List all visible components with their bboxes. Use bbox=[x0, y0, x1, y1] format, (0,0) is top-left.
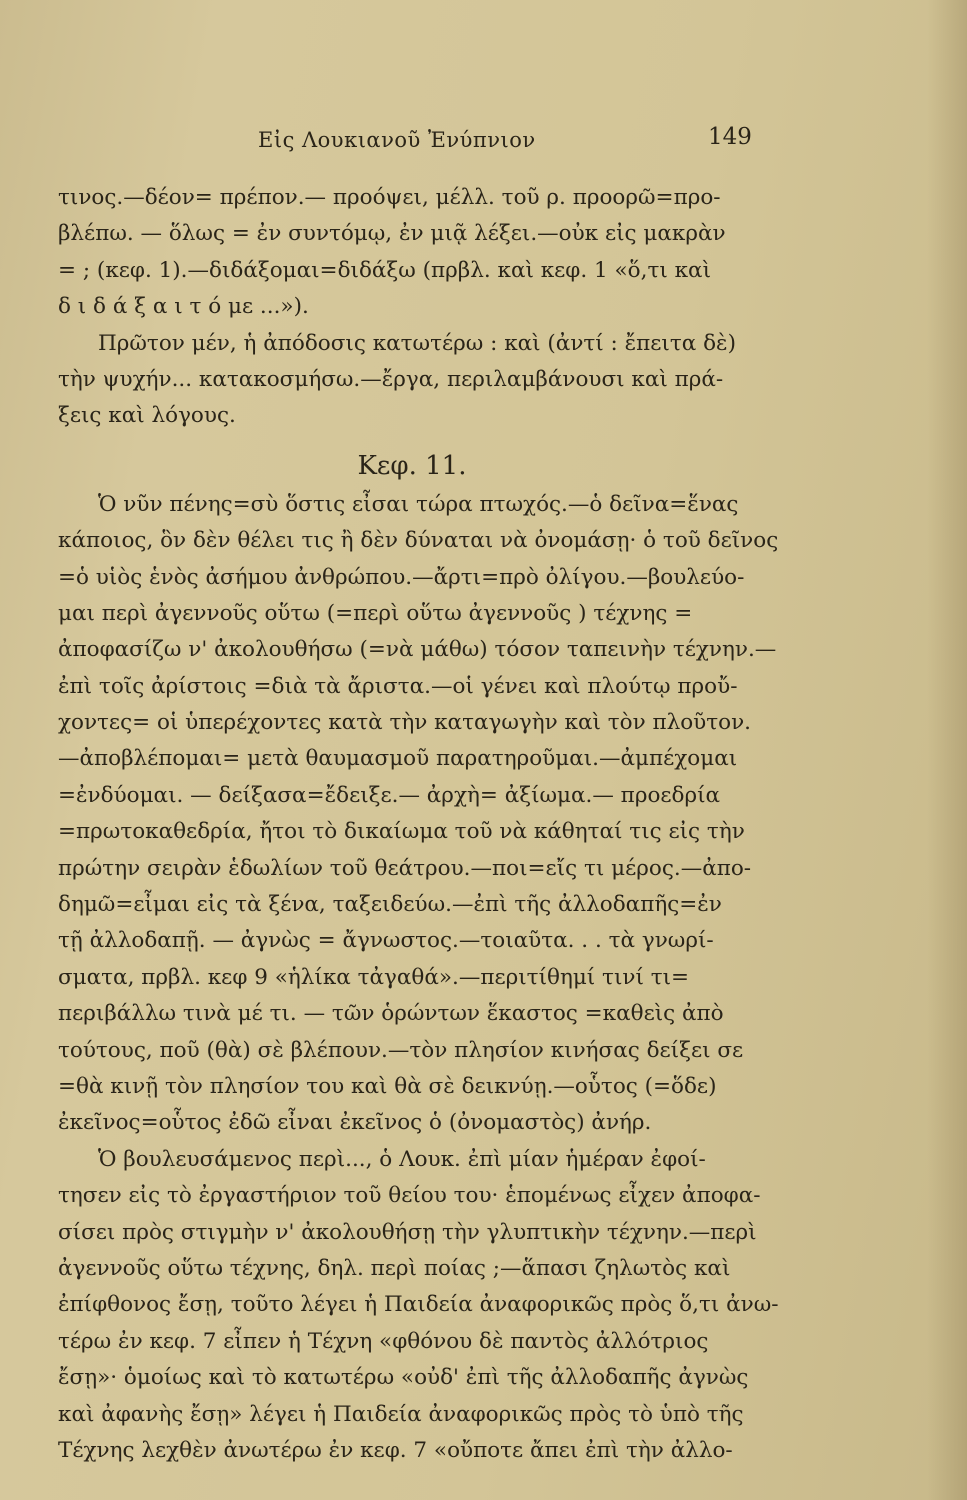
text-line: τέρω ἐν κεφ. 7 εἶπεν ἡ Τέχνη «φθόνου δὲ παντὸς ἀλλότριος bbox=[58, 1328, 709, 1354]
chapter-heading: Κεφ. 11. bbox=[357, 450, 467, 481]
text-line: ξεις καὶ λόγους. bbox=[58, 403, 236, 429]
text-line: κάποιος, ὃν δὲν θέλει τις ἢ δὲν δύναται νὰ ὀνομάσῃ· ὁ τοῦ δεῖνος bbox=[58, 528, 779, 554]
text-line: περιβάλλω τινὰ μέ τι. — τῶν ὁρώντων ἕκαστος =καθεὶς ἀπὸ bbox=[58, 1001, 724, 1027]
text-line: δημῶ=εἶμαι εἰς τὰ ξένα, ταξειδεύω.—ἐπὶ τῆς ἀλλοδαπῆς=ἐν bbox=[58, 892, 722, 918]
text-line: Τέχνης λεχθὲν ἀνωτέρω ἐν κεφ. 7 «οὔποτε ἄπει ἐπὶ τὴν ἀλλο- bbox=[58, 1437, 733, 1463]
text-line: βλέπω. — ὅλως = ἐν συντόμῳ, ἐν μιᾷ λέξει.—οὐκ εἰς μακρὰν bbox=[58, 221, 726, 247]
text-line: σματα, πρβλ. κεφ 9 «ἡλίκα τἀγαθά».—περιτίθημί τινί τι= bbox=[58, 964, 690, 990]
text-line: ἔσῃ»· ὁμοίως καὶ τὸ κατωτέρω «οὐδ' ἐπὶ τῆς ἀλλοδαπῆς ἀγνὼς bbox=[58, 1365, 749, 1391]
text-line: =ὁ υἱὸς ἑνὸς ἀσήμου ἀνθρώπου.—ἄρτι=πρὸ ὀλίγου.—βουλεύο- bbox=[58, 564, 745, 590]
page-header bbox=[0, 124, 967, 162]
paragraph-start-line: Πρῶτον μέν, ἡ ἀπόδοσις κατωτέρω : καὶ (ἀντί : ἔπειτα δὲ) bbox=[98, 330, 736, 356]
text-line: =ἐνδύομαι. — δείξασα=ἔδειξε.— ἀρχὴ= ἀξίωμα.— προεδρία bbox=[58, 782, 721, 808]
text-line: ἀγεννοῦς οὕτω τέχνης, δηλ. περὶ ποίας ;—ἅπασι ζηλωτὸς καὶ bbox=[58, 1255, 731, 1281]
text-line: πρώτην σειρὰν ἑδωλίων τοῦ θεάτρου.—ποι=εἴς τι μέρος.—ἀπο- bbox=[58, 855, 752, 881]
page-body bbox=[58, 180, 779, 1469]
page-number: 149 bbox=[708, 124, 752, 150]
running-title: Εἰς Λουκιανοῦ Ἐνύπνιον bbox=[258, 128, 536, 152]
text-line: ἀποφασίζω ν' ἀκολουθήσω (=νὰ μάθω) τόσον ταπεινὴν τέχνην.— bbox=[58, 637, 777, 663]
text-line: τὴν ψυχήν... κατακοσμήσω.—ἔργα, περιλαμβάνουσι καὶ πρά- bbox=[58, 366, 724, 392]
text-line: χοντες= οἱ ὑπερέχοντες κατὰ τὴν καταγωγὴν καὶ τὸν πλοῦτον. bbox=[58, 710, 751, 736]
text-line: = ; (κεφ. 1).—διδάξομαι=διδάξω (πρβλ. καὶ κεφ. 1 «ὅ,τι καὶ bbox=[58, 257, 712, 283]
text-line: ἐπὶ τοῖς ἀρίστοις =διὰ τὰ ἄριστα.—οἱ γένει καὶ πλούτῳ προὔ- bbox=[58, 673, 738, 699]
text-line: δ ι δ ά ξ α ι τ ό με ...»). bbox=[58, 294, 309, 320]
text-line: =πρωτοκαθεδρία, ἤτοι τὸ δικαίωμα τοῦ νὰ κάθηταί τις εἰς τὴν bbox=[58, 819, 745, 845]
text-line: ἐκεῖνος=οὗτος ἐδῶ εἶναι ἐκεῖνος ὁ (ὀνομαστὸς) ἀνήρ. bbox=[58, 1110, 652, 1136]
paragraph-start-line: Ὁ νῦν πένης=σὺ ὅστις εἶσαι τώρα πτωχός.—ὁ δεῖνα=ἕνας bbox=[98, 491, 739, 517]
text-line: =θὰ κινῇ τὸν πλησίον του καὶ θὰ σὲ δεικνύῃ.—οὗτος (=ὅδε) bbox=[58, 1073, 717, 1099]
paragraph-start-line: Ὁ βουλευσάμενος περὶ..., ὁ Λουκ. ἐπὶ μίαν ἡμέραν ἐφοί- bbox=[98, 1146, 706, 1172]
text-line: τινος.—δέον= πρέπον.— προόψει, μέλλ. τοῦ ρ. προορῶ=προ- bbox=[58, 185, 721, 210]
page-edge-shadow bbox=[927, 0, 967, 1500]
text-line: μαι περὶ ἀγεννοῦς οὕτω (=περὶ οὕτω ἀγεννοῦς ) τέχνης = bbox=[58, 600, 693, 626]
text-line: τῇ ἀλλοδαπῇ. — ἀγνὼς = ἄγνωστος.—τοιαῦτα. . . τὰ γνωρί- bbox=[58, 928, 714, 954]
text-line: σίσει πρὸς στιγμὴν ν' ἀκολουθήσῃ τὴν γλυπτικὴν τέχνην.—περὶ bbox=[58, 1219, 757, 1245]
text-line: ἐπίφθονος ἔσῃ, τοῦτο λέγει ἡ Παιδεία ἀναφορικῶς πρὸς ὅ,τι ἀνω- bbox=[58, 1292, 779, 1318]
text-line: —ἀποβλέπομαι= μετὰ θαυμασμοῦ παρατηροῦμαι.—ἀμπέχομαι bbox=[58, 746, 738, 772]
text-line: τησεν εἰς τὸ ἐργαστήριον τοῦ θείου του· ἑπομένως εἶχεν ἀποφα- bbox=[58, 1183, 761, 1209]
text-line: καὶ ἀφανὴς ἔσῃ» λέγει ἡ Παιδεία ἀναφορικῶς πρὸς τὸ ὑπὸ τῆς bbox=[58, 1401, 744, 1427]
text-line: τούτους, ποῦ (θὰ) σὲ βλέπουν.—τὸν πλησίον κινήσας δείξει σε bbox=[58, 1037, 744, 1063]
